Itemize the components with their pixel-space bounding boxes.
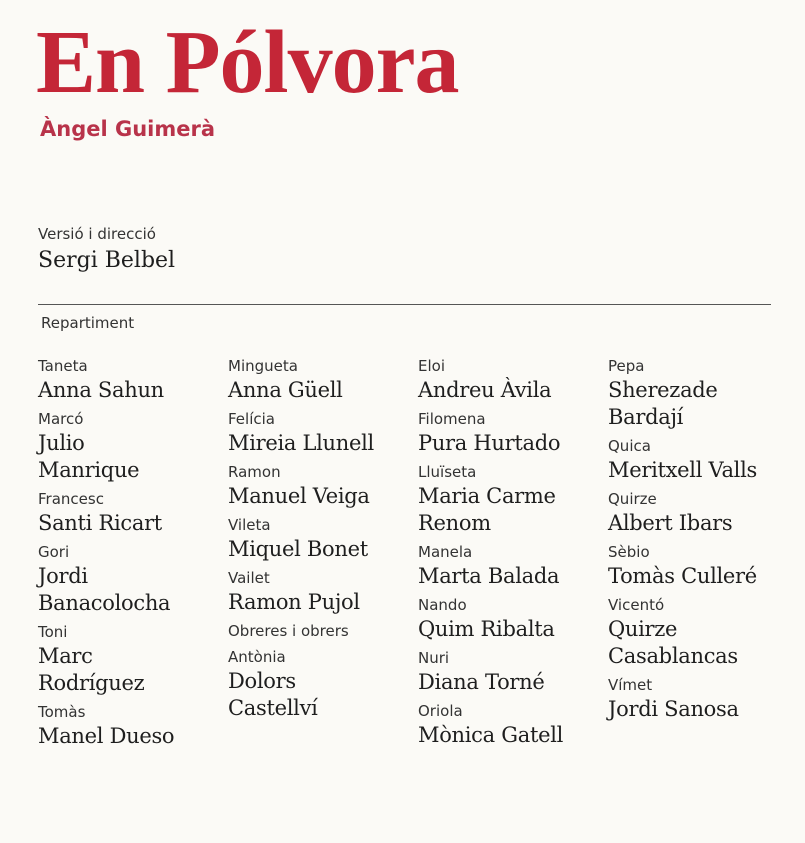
character-name: Vailet (228, 569, 270, 587)
cast-entry (38, 488, 224, 537)
cast-entry (228, 620, 414, 642)
character-name: Pepa (608, 357, 645, 375)
character-name: Filomena (418, 410, 486, 428)
actor-name (38, 510, 224, 537)
character-name: Lluïseta (418, 463, 477, 481)
actor-name-line: Jordi Sanosa (608, 697, 739, 721)
actor-name (418, 669, 604, 696)
cast-entry (38, 355, 224, 404)
cast-entry (228, 461, 414, 510)
actor-name (228, 536, 414, 563)
actor-name (38, 643, 224, 697)
cast-entry (418, 541, 604, 590)
cast-entry (418, 408, 604, 457)
actor-name (228, 430, 414, 457)
cast-entry (228, 408, 414, 457)
cast-column-2 (228, 355, 414, 726)
cast-column-1 (38, 355, 224, 754)
cast-column-3 (418, 355, 604, 753)
cast-entry (38, 621, 224, 697)
actor-name-line: Andreu Àvila (418, 378, 552, 402)
character-name: Tomàs (38, 703, 86, 721)
cast-entry (228, 646, 414, 722)
actor-name (418, 563, 604, 590)
actor-name-line: Julio (38, 431, 85, 455)
direction-credit (38, 222, 175, 276)
character-name: Nuri (418, 649, 450, 667)
cast-entry (418, 594, 604, 643)
actor-name-line: Quirze (608, 617, 678, 641)
cast-entry (608, 594, 794, 670)
actor-name-line: Marta Balada (418, 564, 560, 588)
actor-name (418, 377, 604, 404)
cast-entry (228, 514, 414, 563)
actor-name (418, 483, 604, 537)
actor-name (38, 430, 224, 484)
character-name: Vímet (608, 676, 653, 694)
author-name: Àngel Guimerà (40, 117, 216, 141)
character-name: Francesc (38, 490, 104, 508)
actor-name-line: Albert Ibars (608, 511, 733, 535)
cast-entry (418, 461, 604, 537)
actor-name-line: Ramon Pujol (228, 590, 360, 614)
cast-column-4 (608, 355, 794, 727)
direction-label: Versió i direcció (38, 225, 156, 243)
actor-name-line: Manuel Veiga (228, 484, 370, 508)
cast-entry (608, 488, 794, 537)
character-name: Toni (38, 623, 68, 641)
cast-entry (38, 408, 224, 484)
actor-name-line: Castellví (228, 696, 318, 720)
character-name: Sèbio (608, 543, 650, 561)
actor-name (38, 723, 224, 750)
actor-name-line: Bardají (608, 405, 684, 429)
actor-name (228, 668, 414, 722)
section-divider (38, 304, 771, 305)
cast-entry (418, 355, 604, 404)
character-name: Mingueta (228, 357, 298, 375)
actor-name-line: Pura Hurtado (418, 431, 561, 455)
character-name: Eloi (418, 357, 445, 375)
actor-name-line: Dolors (228, 669, 296, 693)
character-name: Vicentó (608, 596, 665, 614)
actor-name (608, 563, 794, 590)
cast-heading: Repartiment (41, 314, 135, 332)
director-name: Sergi Belbel (38, 248, 176, 273)
character-name: Antònia (228, 648, 286, 666)
actor-name-line: Meritxell Valls (608, 458, 757, 482)
character-name: Obreres i obrers (228, 622, 349, 640)
actor-name (228, 377, 414, 404)
actor-name (418, 616, 604, 643)
actor-name-line: Anna Sahun (38, 378, 164, 402)
actor-name (38, 563, 224, 617)
cast-entry (38, 541, 224, 617)
actor-name-line: Miquel Bonet (228, 537, 368, 561)
actor-name-line: Rodríguez (38, 671, 145, 695)
actor-name (608, 510, 794, 537)
character-name: Oriola (418, 702, 463, 720)
character-name: Vileta (228, 516, 271, 534)
character-name: Ramon (228, 463, 281, 481)
actor-name-line: Manel Dueso (38, 724, 175, 748)
actor-name-line: Quim Ribalta (418, 617, 555, 641)
character-name: Marcó (38, 410, 84, 428)
actor-name-line: Renom (418, 511, 491, 535)
actor-name-line: Diana Torné (418, 670, 545, 694)
actor-name (608, 457, 794, 484)
actor-name-line: Marc (38, 644, 93, 668)
actor-name-line: Santi Ricart (38, 511, 162, 535)
cast-entry (228, 355, 414, 404)
actor-name (38, 377, 224, 404)
actor-name (608, 377, 794, 431)
actor-name (418, 430, 604, 457)
character-name: Taneta (38, 357, 88, 375)
actor-name (608, 616, 794, 670)
character-name: Felícia (228, 410, 275, 428)
actor-name (228, 589, 414, 616)
cast-entry (228, 567, 414, 616)
character-name: Quirze (608, 490, 657, 508)
character-name: Quica (608, 437, 651, 455)
cast-entry (608, 435, 794, 484)
play-title: En Pólvora (36, 13, 459, 112)
cast-entry (608, 355, 794, 431)
actor-name-line: Mònica Gatell (418, 723, 564, 747)
cast-entry (418, 647, 604, 696)
actor-name-line: Jordi (38, 564, 88, 588)
actor-name (228, 483, 414, 510)
cast-entry (38, 701, 224, 750)
actor-name-line: Casablancas (608, 644, 738, 668)
actor-name-line: Manrique (38, 458, 140, 482)
actor-name-line: Maria Carme (418, 484, 556, 508)
actor-name-line: Tomàs Culleré (608, 564, 757, 588)
actor-name-line: Sherezade (608, 378, 718, 402)
actor-name (418, 722, 604, 749)
cast-entry (418, 700, 604, 749)
character-name: Manela (418, 543, 473, 561)
actor-name-line: Mireia Llunell (228, 431, 374, 455)
cast-entry (608, 674, 794, 723)
cast-entry (608, 541, 794, 590)
character-name: Nando (418, 596, 467, 614)
actor-name (608, 696, 794, 723)
actor-name-line: Banacolocha (38, 591, 171, 615)
character-name: Gori (38, 543, 70, 561)
actor-name-line: Anna Güell (228, 378, 343, 402)
